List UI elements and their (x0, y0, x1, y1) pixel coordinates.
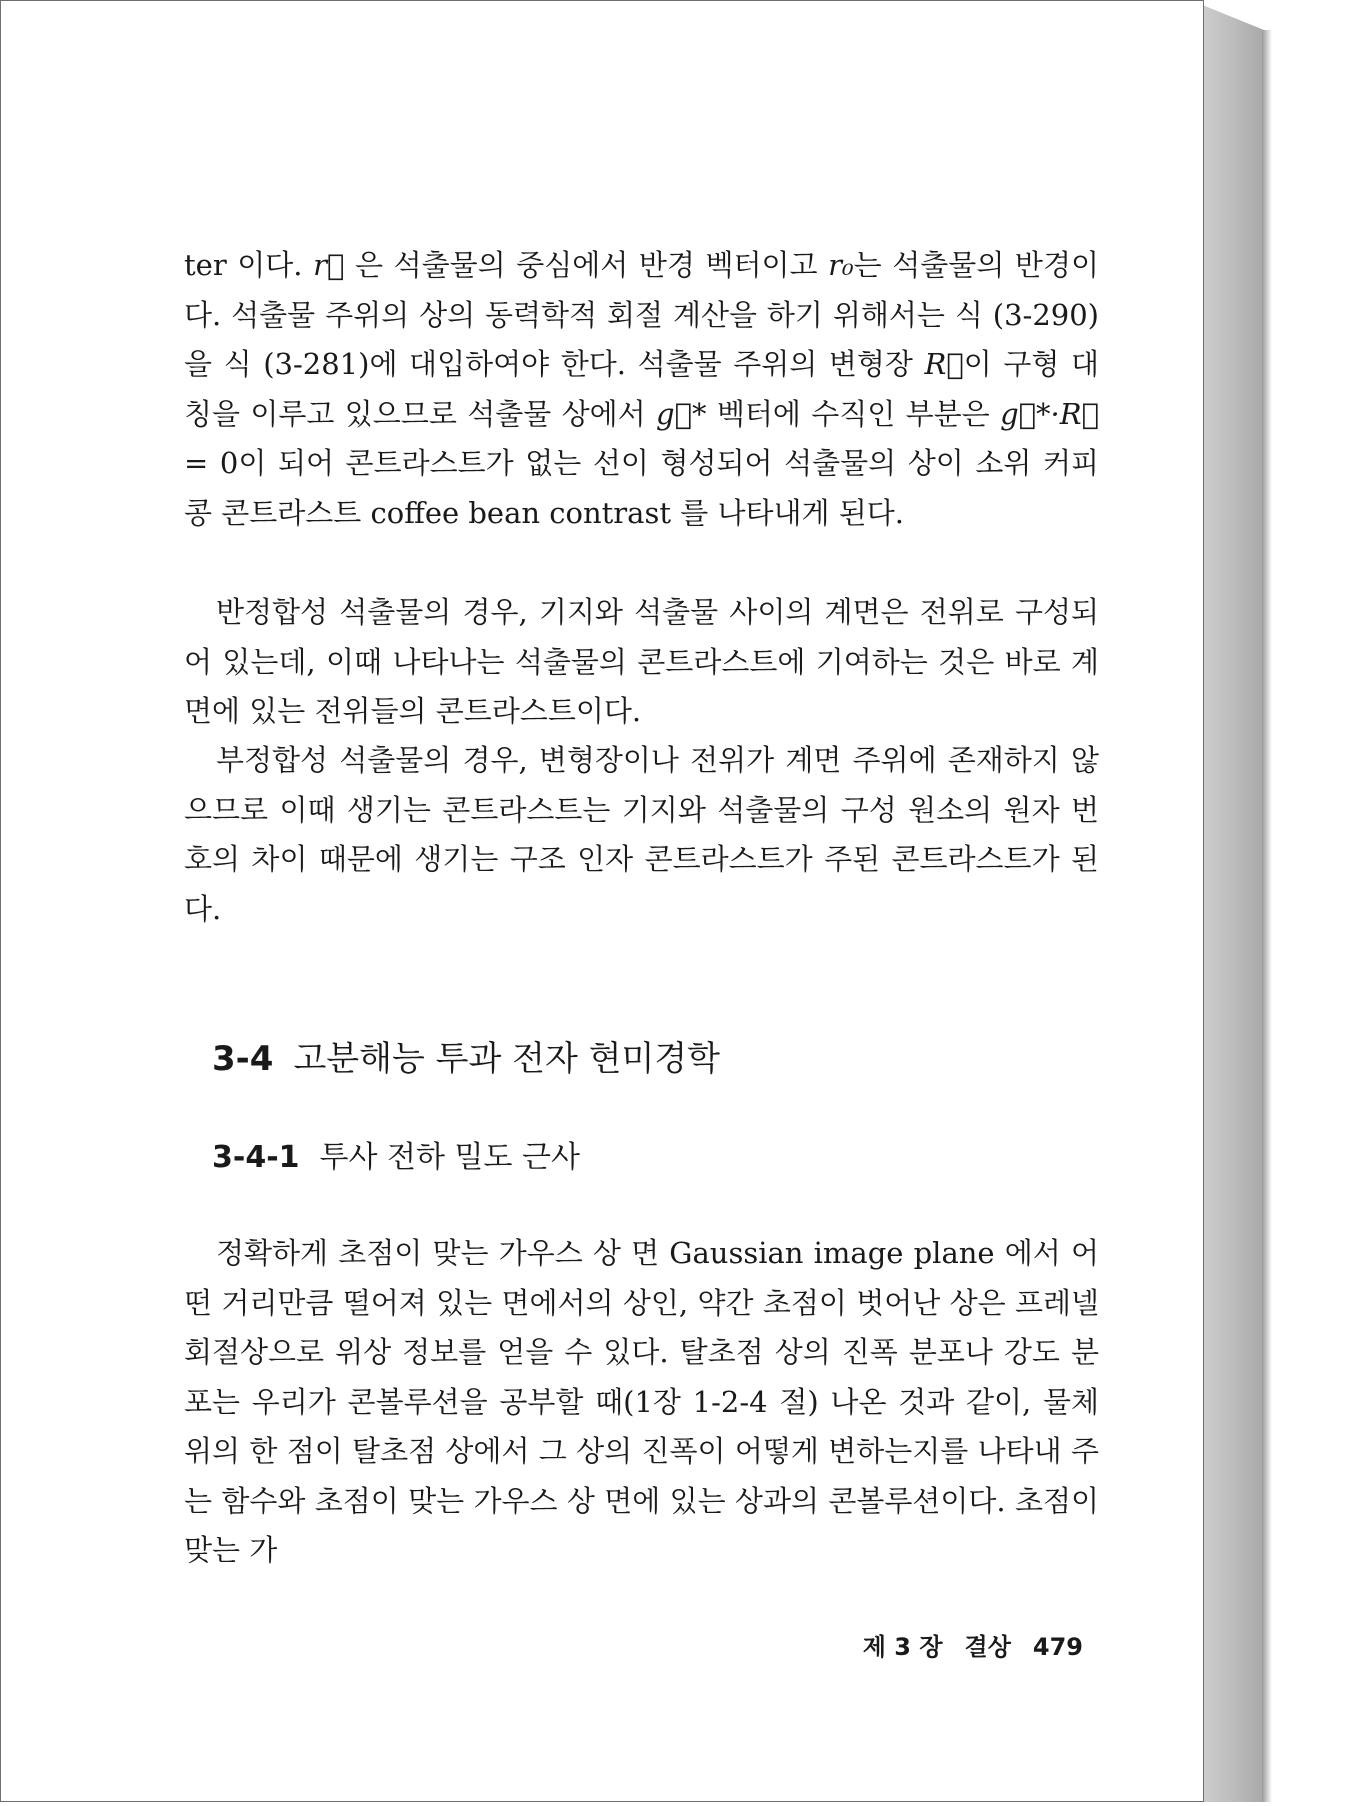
math-displacement-field: R⃗ (924, 347, 964, 381)
text-run: 은 석출물의 중심에서 반경 벡터이고 (344, 248, 829, 282)
page-number: 479 (1032, 1633, 1083, 1661)
footer-chapter-title: 결상 (964, 1633, 1011, 1661)
section-number: 3-4 (212, 1039, 274, 1079)
text-run: 벡터에 수직인 부분은 (706, 396, 1001, 431)
subsection-title: 투사 전하 밀도 근사 (319, 1140, 580, 1175)
math-dot-product: g⃗*·R⃗ (1000, 396, 1099, 431)
book-page-shadow (1262, 30, 1272, 1802)
text-run: ter 이다. (184, 248, 314, 282)
paragraph-incoherent-precipitate: 부정합성 석출물의 경우, 변형장이나 전위가 계면 주위에 존재하지 않으므로 이때 생기는 콘트라스트는 기지와 석출물의 구성 원소의 원자 번호의 차이 때문에 생기는 구조 인자 콘트라스트가 주된 콘트라스트가 된다. (184, 743, 1099, 926)
paragraph-semicoherent-precipitate: 반정합성 석출물의 경우, 기지와 석출물 사이의 계면은 전위로 구성되어 있는데, 이때 나타나는 석출물의 콘트라스트에 기여하는 것은 바로 계면에 있는 전위들의 콘트라스트이다. (184, 595, 1099, 728)
text-run: = 0이 되어 콘트라스트가 없는 선이 형성되어 석출물의 상이 소위 커피 콩 콘트라스트 coffee bean contrast 를 나타내게 된다. (184, 446, 1099, 530)
math-radius-vector: r⃗ (313, 248, 345, 282)
math-radius: r₀ (828, 248, 854, 282)
book-page-edge (1200, 4, 1264, 1802)
subsection-heading (212, 1132, 580, 1176)
paragraph-defocused-image: 정확하게 초점이 맞는 가우스 상 면 Gaussian image plane 에서 어떤 거리만큼 떨어져 있는 면에서의 상인, 약간 초점이 벗어난 상은 프레넬 회절상으로 위상 정보를 얻을 수 있다. 탈초점 상의 진폭 분포나 강도 분포는 우리가 콘볼루션을 공부할 때(1장 1-2-4 절) 나온 것과 같이, 물체 위의 한 점이 탈초점 상에서 그 상의 진폭이 어떻게 변하는지를 나타내 주는 함수와 초점이 맞는 가우스 상 면에 있는 상과의 콘볼루션이다. 초점이 맞는 가 (184, 1236, 1099, 1567)
text-run: 는 석출물의 반경이다. 석출물 주위의 상의 동력학적 회절 계산을 하기 위해서는 식 (3-290)을 식 (3-281)에 대입하여야 한다. 석출물 주위의 변형장 (184, 248, 1099, 381)
page-footer (863, 1627, 1083, 1662)
paragraph-coffee-bean-contrast (184, 241, 1099, 538)
section-heading (212, 1031, 720, 1080)
section-title: 고분해능 투과 전자 현미경학 (293, 1039, 720, 1079)
subsection-number: 3-4-1 (212, 1140, 300, 1175)
math-g-vector: g⃗* (656, 396, 707, 431)
footer-chapter: 제 3 장 (862, 1633, 943, 1661)
text-run: 이 구형 대칭을 이루고 있으므로 석출물 상에서 (184, 347, 1099, 431)
